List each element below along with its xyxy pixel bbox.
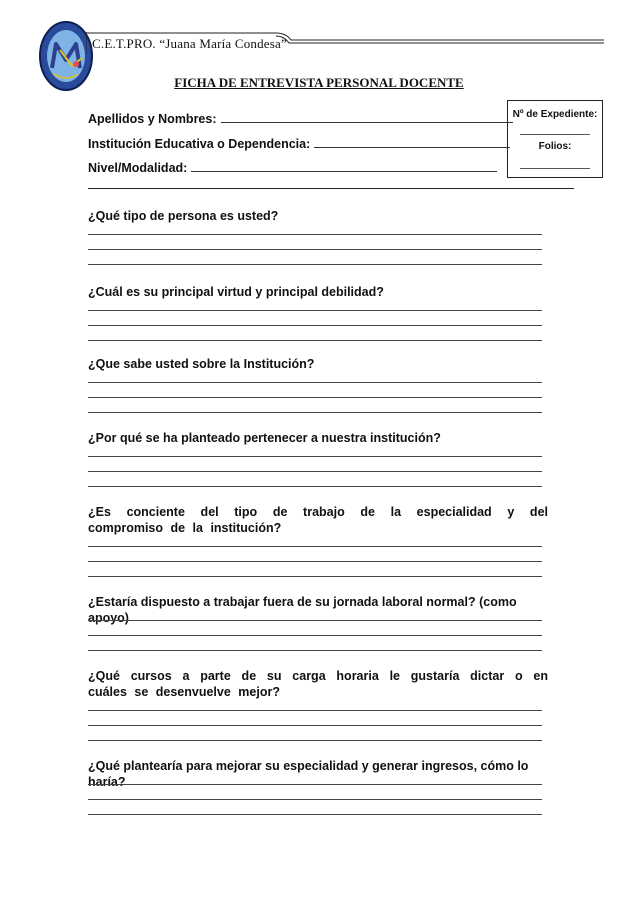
expediente-number-label: Nº de Expediente: (512, 109, 598, 120)
answer-line[interactable] (88, 561, 542, 562)
field-label: Nivel/Modalidad: (88, 161, 188, 175)
question: ¿Que sabe usted sobre la Institución? (88, 357, 315, 371)
question: ¿Es conciente del tipo de trabajo de la especialidad y del compromiso de la institución? (88, 505, 548, 535)
answer-line[interactable] (88, 382, 542, 383)
answer-line[interactable] (88, 340, 542, 341)
question: ¿Qué plantearía para mejorar su especialidad y generar ingresos, cómo lo haría? (88, 759, 529, 789)
expediente-box (507, 100, 603, 178)
field-fill-line[interactable] (314, 137, 510, 148)
question: ¿Estaría dispuesto a trabajar fuera de su jornada laboral normal? (como apoyo) (88, 595, 517, 625)
answer-line[interactable] (88, 325, 542, 326)
field-fill-line[interactable] (191, 161, 497, 172)
question: ¿Cuál es su principal virtud y principal debilidad? (88, 285, 384, 299)
answer-line[interactable] (88, 814, 542, 815)
answer-line[interactable] (88, 234, 542, 235)
question: ¿Por qué se ha planteado pertenecer a nuestra institución? (88, 431, 441, 445)
answer-line[interactable] (88, 576, 542, 577)
form-title: FICHA DE ENTREVISTA PERSONAL DOCENTE (174, 75, 464, 90)
answer-line[interactable] (88, 486, 542, 487)
answer-line[interactable] (88, 456, 542, 457)
field-fill-line[interactable] (221, 112, 513, 123)
answer-line[interactable] (88, 620, 542, 621)
answer-line[interactable] (88, 725, 542, 726)
folios-label: Folios: (538, 141, 572, 152)
field-label: Apellidos y Nombres: (88, 112, 217, 126)
answer-line[interactable] (88, 249, 542, 250)
field-apellidos (88, 112, 513, 126)
answer-line[interactable] (88, 635, 542, 636)
answer-line[interactable] (88, 784, 542, 785)
answer-line[interactable] (88, 310, 542, 311)
answer-line[interactable] (88, 650, 542, 651)
question: ¿Qué tipo de persona es usted? (88, 209, 279, 223)
field-institucion (88, 137, 510, 151)
answer-line[interactable] (88, 471, 542, 472)
answer-line[interactable] (88, 412, 542, 413)
question: ¿Qué cursos a parte de su carga horaria le gustaría dictar o en cuáles se desenvuelve mejor? (88, 669, 548, 699)
answer-line[interactable] (88, 740, 542, 741)
folios-line[interactable] (520, 168, 590, 169)
answer-line[interactable] (88, 799, 542, 800)
school-name: C.E.T.PRO. “Juana María Condesa” (92, 36, 287, 51)
field-nivel (88, 161, 497, 175)
expediente-number-line[interactable] (520, 134, 590, 135)
section-separator (88, 188, 574, 189)
answer-line[interactable] (88, 264, 542, 265)
answer-line[interactable] (88, 546, 542, 547)
answer-line[interactable] (88, 397, 542, 398)
answer-line[interactable] (88, 710, 542, 711)
field-label: Institución Educativa o Dependencia: (88, 137, 311, 151)
